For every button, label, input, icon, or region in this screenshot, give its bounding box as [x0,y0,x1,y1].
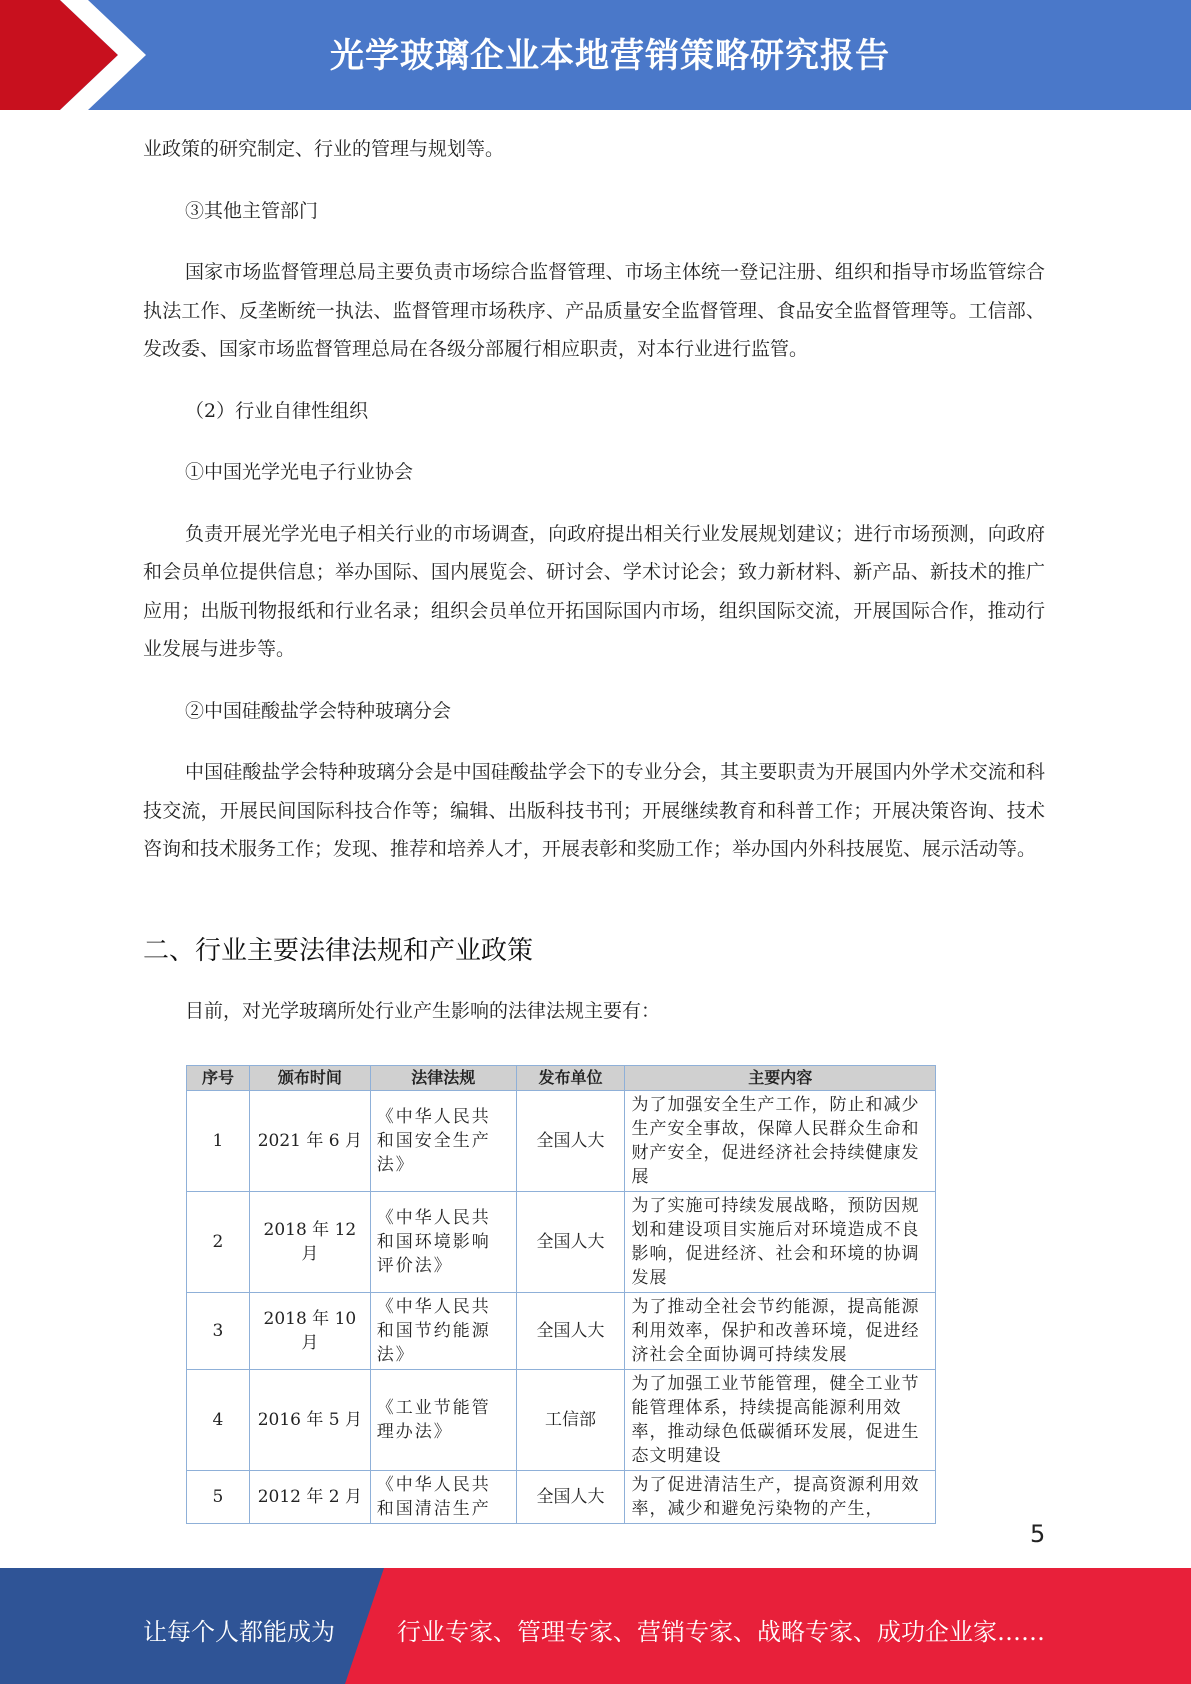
cell-issuer: 全国人大 [516,1471,625,1524]
page-number: 5 [1030,1520,1046,1548]
cell-law: 《中华人民共和国清洁生产 [370,1471,516,1524]
subheading-self-regulatory: （2）行业自律性组织 [185,399,369,422]
table-row [187,1192,936,1293]
cell-issuer: 全国人大 [516,1192,625,1293]
col-header-date: 颁布时间 [249,1066,370,1091]
cell-no: 4 [187,1370,250,1471]
cell-content: 为了加强安全生产工作，防止和减少生产安全事故，保障人民群众生命和财产安全，促进经济社会持续健康发展 [625,1091,936,1192]
cell-issuer: 全国人大 [516,1091,625,1192]
cell-content: 为了推动全社会节约能源，提高能源利用效率，保护和改善环境，促进经济社会全面协调可持续发展 [625,1293,936,1370]
cell-date: 2021 年 6 月 [249,1091,370,1192]
col-header-issuer: 发布单位 [516,1066,625,1091]
cell-issuer: 工信部 [516,1370,625,1471]
subheading-glass-society: ②中国硅酸盐学会特种玻璃分会 [185,699,452,722]
cell-content: 为了加强工业节能管理，健全工业节能管理体系，持续提高能源利用效率，推动绿色低碳循环发展，促进生态文明建设 [625,1370,936,1471]
footer-slogan-left: 让每个人都能成为 [143,1618,335,1646]
cell-date: 2016 年 5 月 [249,1370,370,1471]
cell-law: 《工业节能管理办法》 [370,1370,516,1471]
cell-no: 1 [187,1091,250,1192]
laws-table [186,1065,936,1524]
cell-content: 为了实施可持续发展战略，预防因规划和建设项目实施后对环境造成不良影响，促进经济、社会和环境的协调发展 [625,1192,936,1293]
cell-no: 5 [187,1471,250,1524]
subheading-other-authorities: ③其他主管部门 [185,199,319,222]
footer-slogan-right: 行业专家、管理专家、营销专家、战略专家、成功企业家…… [397,1618,1045,1646]
cell-law: 《中华人民共和国环境影响评价法》 [370,1192,516,1293]
cell-issuer: 全国人大 [516,1293,625,1370]
table-row [187,1293,936,1370]
table-row [187,1471,936,1524]
cell-date: 2018 年 12 月 [249,1192,370,1293]
paragraph: 业政策的研究制定、行业的管理与规划等。 [143,138,505,160]
cell-date: 2012 年 2 月 [249,1471,370,1524]
section-heading: 二、行业主要法律法规和产业政策 [143,936,534,966]
section-intro: 目前，对光学玻璃所处行业产生影响的法律法规主要有： [185,1000,661,1022]
page-header [0,0,1191,110]
table-header-row [187,1066,936,1091]
subheading-optics-association: ①中国光学光电子行业协会 [185,461,414,483]
paragraph: 负责开展光学光电子相关行业的市场调查，向政府提出相关行业发展规划建议；进行市场预测，向政府和会员单位提供信息；举办国际、国内展览会、研讨会、学术讨论会；致力新材料、新产品、新技术的推广应用；出版刊物报纸和行业名录；组织会员单位开拓国际国内市场，组织国际交流，开展国际合作，推动行业发展与进步等。 [143,522,1045,660]
col-header-no: 序号 [187,1066,250,1091]
report-title: 光学玻璃企业本地营销策略研究报告 [330,36,890,76]
paragraph: 国家市场监督管理总局主要负责市场综合监督管理、市场主体统一登记注册、组织和指导市场监管综合执法工作、反垄断统一执法、监督管理市场秩序、产品质量安全监督管理、食品安全监督管理等。工信部、发改委、国家市场监督管理总局在各级分部履行相应职责，对本行业进行监管。 [143,261,1045,360]
cell-law: 《中华人民共和国节约能源法》 [370,1293,516,1370]
cell-content: 为了促进清洁生产，提高资源利用效率，减少和避免污染物的产生， [625,1471,936,1524]
cell-no: 3 [187,1293,250,1370]
table-row [187,1370,936,1471]
col-header-content: 主要内容 [625,1066,936,1091]
table-row [187,1091,936,1192]
col-header-law: 法律法规 [370,1066,516,1091]
cell-no: 2 [187,1192,250,1293]
body-text [143,130,1045,869]
cell-law: 《中华人民共和国安全生产法》 [370,1091,516,1192]
paragraph: 中国硅酸盐学会特种玻璃分会是中国硅酸盐学会下的专业分会，其主要职责为开展国内外学术交流和科技交流，开展民间国际科技合作等；编辑、出版科技书刊；开展继续教育和科普工作；开展决策咨询、技术咨询和技术服务工作；发现、推荐和培养人才，开展表彰和奖励工作；举办国内外科技展览、展示活动等。 [143,761,1045,860]
cell-date: 2018 年 10 月 [249,1293,370,1370]
